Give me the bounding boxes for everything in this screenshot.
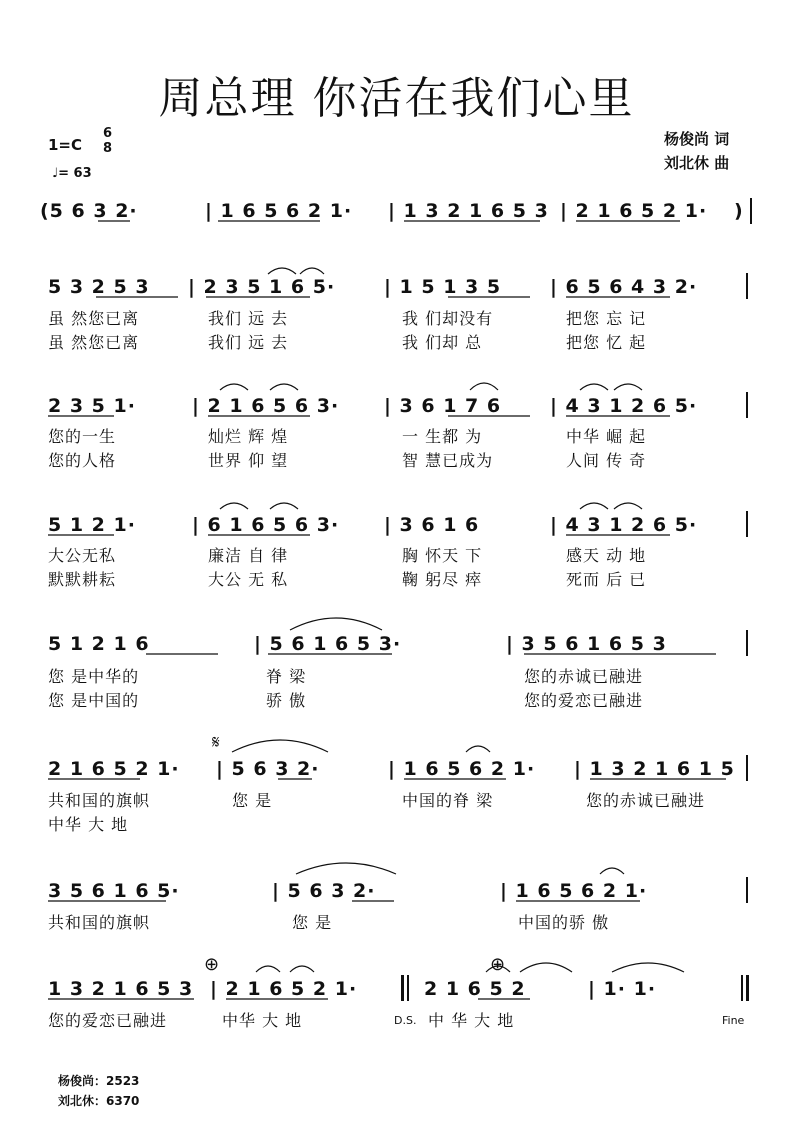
slur [220, 503, 248, 509]
barline [746, 630, 748, 656]
lyric-verse-1: 您 是 [292, 913, 333, 932]
slur [296, 863, 396, 874]
score-notes: 3 5 6 1 6 5· [48, 880, 180, 902]
lyric-verse-2: 死而 后 已 [566, 570, 647, 589]
lyric-verse-1: 您的一生 [48, 427, 117, 446]
score-notes: 5 1 2 1 6 [48, 633, 150, 655]
lyric-verse-1: 灿烂 辉 煌 [208, 427, 289, 446]
footer-line: 杨俊尚：2523 [58, 1074, 140, 1088]
final-barline [746, 975, 749, 1001]
key-signature: 1=C [48, 136, 83, 154]
lyric-verse-1: 中华 大 地 [222, 1011, 303, 1030]
score-notes: | 1 6 5 6 2 1· [500, 880, 648, 902]
score-notes: | 1 5 1 3 5 [384, 276, 502, 298]
coda-sign: ⊕ [490, 954, 506, 975]
barline [407, 975, 409, 1001]
score-notes: | 1· 1· [588, 978, 657, 1000]
lyric-verse-2: 中华 大 地 [48, 815, 129, 834]
score-notes: 2 3 5 1· [48, 395, 136, 417]
lyric-verse-2: 人间 传 奇 [566, 451, 647, 470]
lyric-verse-1: 您的赤诚已融进 [586, 791, 706, 810]
slur [612, 963, 684, 972]
lyric-verse-1: 您 是中华的 [48, 667, 140, 686]
lyric-verse-1: 虽 然您已离 [48, 309, 140, 328]
slur [600, 868, 624, 874]
barline [746, 273, 748, 299]
lyric-verse-2: 虽 然您已离 [48, 333, 140, 352]
lyric-verse-2: 世界 仰 望 [208, 451, 289, 470]
final-barline [741, 975, 743, 1001]
slur [232, 740, 328, 752]
score-notes: | 1 6 5 6 2 1· [205, 200, 353, 222]
lyric-verse-1: 中国的脊 梁 [402, 791, 494, 810]
lyric-verse-2: 默默耕耘 [48, 570, 117, 589]
barline [746, 392, 748, 418]
score-notes: 2 1 6 5 2 1· [48, 758, 180, 780]
lyric-verse-1: 您的赤诚已融进 [524, 667, 644, 686]
segno-sign: 𝄋 [212, 732, 220, 753]
score-notes: ) [734, 200, 744, 222]
lyric-verse-1: 中国的骄 傲 [518, 913, 610, 932]
repeat-barline [401, 975, 404, 1001]
lyric-verse-1: 大公无私 [48, 546, 117, 565]
score-notes: | 1 3 2 1 6 5 3 [388, 200, 549, 222]
lyric-verse-1: 中华 崛 起 [566, 427, 647, 446]
composer-credit: 刘北休 曲 [664, 154, 730, 172]
score-notes: | 6 1 6 5 6 3· [192, 514, 340, 536]
slur [466, 746, 490, 752]
score-notes: 2 1 6 5 2 [424, 978, 526, 1000]
lyricist-credit: 杨俊尚 词 [664, 130, 730, 148]
slur [270, 384, 298, 390]
page-title: 周总理 你活在我们心里 [158, 73, 635, 124]
slur [614, 384, 642, 390]
slur [220, 384, 248, 390]
score-notes: | 2 1 6 5 6 3· [192, 395, 340, 417]
slur [580, 503, 608, 509]
slur [270, 503, 298, 509]
lyric-verse-1: 中 华 大 地 [428, 1011, 515, 1030]
score-notes: 1 3 2 1 6 5 3 [48, 978, 194, 1000]
footer-line: 刘北休：6370 [58, 1094, 140, 1108]
lyric-verse-1: 共和国的旗帜 [48, 791, 151, 810]
lyric-verse-2: 智 慧已成为 [402, 451, 494, 470]
slur [520, 963, 572, 972]
score-notes: 5 1 2 1· [48, 514, 136, 536]
score-notes: | 2 1 6 5 2 1· [210, 978, 358, 1000]
score-notes: | 4 3 1 2 6 5· [550, 514, 698, 536]
barline [746, 755, 748, 781]
lyric-verse-2: 骄 傲 [266, 691, 307, 710]
barline [750, 198, 752, 224]
fine-marking: Fine [722, 1014, 745, 1027]
lyric-verse-1: 感天 动 地 [566, 546, 647, 565]
time-signature [103, 126, 112, 156]
slur [614, 503, 642, 509]
score-notes: (5 6 3 2· [40, 200, 138, 222]
lyric-verse-1: 共和国的旗帜 [48, 913, 151, 932]
slur [300, 268, 324, 274]
lyric-verse-1: 把您 忘 记 [566, 309, 647, 328]
barline [746, 877, 748, 903]
score-notes: | 5 6 3 2· [272, 880, 376, 902]
score-notes: | 6 5 6 4 3 2· [550, 276, 698, 298]
lyric-verse-2: 鞠 躬尽 瘁 [402, 570, 483, 589]
lyric-verse-1: 胸 怀天 下 [402, 546, 483, 565]
lyric-verse-2: 您的人格 [48, 451, 117, 470]
score-notes: | 3 6 1 7 6 [384, 395, 502, 417]
lyric-verse-1: 脊 梁 [266, 667, 307, 686]
lyric-verse-1: 一 生都 为 [402, 427, 483, 446]
lyric-verse-2: 您的爱恋已融进 [524, 691, 644, 710]
slur [256, 966, 280, 972]
lyric-verse-1: 您的爱恋已融进 [48, 1011, 168, 1030]
lyric-verse-1: 廉洁 自 律 [208, 546, 289, 565]
lyric-verse-2: 把您 忆 起 [566, 333, 647, 352]
lyric-verse-2: 我们 远 去 [208, 333, 289, 352]
time-signature-top: 6 [103, 126, 113, 141]
slur [268, 268, 296, 274]
time-signature-bottom: 8 [103, 141, 113, 156]
coda-sign: ⊕ [204, 954, 220, 975]
score-notes: | 3 5 6 1 6 5 3 [506, 633, 667, 655]
slur [290, 966, 314, 972]
ds-marking: D.S. [394, 1014, 417, 1027]
lyric-verse-2: 我 们却 总 [402, 333, 483, 352]
slur [580, 384, 608, 390]
lyric-verse-2: 您 是中国的 [48, 691, 140, 710]
score-notes: | 4 3 1 2 6 5· [550, 395, 698, 417]
score-notes: | 5 6 3 2· [216, 758, 320, 780]
score-notes: | 1 3 2 1 6 1 5 [574, 758, 735, 780]
score-notes: | 2 1 6 5 2 1· [560, 200, 708, 222]
score-notes: | 3 6 1 6 [384, 514, 480, 536]
lyric-verse-2: 大公 无 私 [208, 570, 289, 589]
barline [746, 511, 748, 537]
score-notes: | 1 6 5 6 2 1· [388, 758, 536, 780]
lyric-verse-1: 我 们却没有 [402, 309, 494, 328]
lyric-verse-1: 我们 远 去 [208, 309, 289, 328]
score-notes: | 5 6 1 6 5 3· [254, 633, 402, 655]
tempo-marking: ♩= 63 [52, 166, 92, 181]
slur [470, 383, 498, 390]
score-notes: 5 3 2 5 3 [48, 276, 150, 298]
score-notes: | 2 3 5 1 6 5· [188, 276, 336, 298]
slur [290, 618, 382, 630]
lyric-verse-1: 您 是 [232, 791, 273, 810]
